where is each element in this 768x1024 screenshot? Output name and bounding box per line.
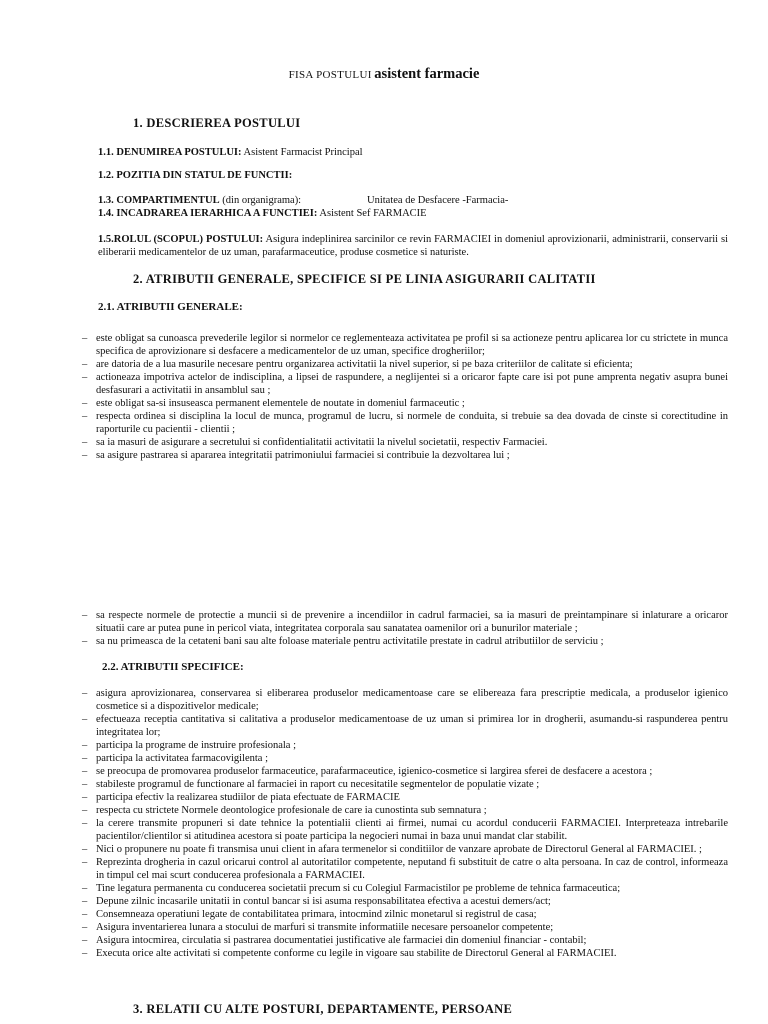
title-prefix: FISA POSTULUI xyxy=(288,69,372,81)
list-item: – Consemneaza operatiuni legate de contabilitatea primara, intocmind zilnic monetarul si registrul de casa; xyxy=(82,908,728,921)
list-item: – Nici o propunere nu poate fi transmisa unui client in afara termenelor si conditiilor de vanzare aprobate de Directorul General al FARMACIEI. ; xyxy=(82,843,728,856)
field-position xyxy=(98,169,728,182)
field-job-title-label: 1.1. DENUMIREA POSTULUI: xyxy=(98,147,242,158)
list-item: – respecta ordinea si disciplina la locul de munca, programul de lucru, si normele de conduita, si trebuie sa dea dovada de cinste si corectitudine in raporturile cu pacientii - clientii ; xyxy=(82,410,728,436)
field-role-value: Asigura indeplinirea sarcinilor ce revin FARMACIEI in domeniul aprovizionarii, administrarii, conservarii si eliberarii medicamentelor de uz uman, parafarmaceutice, produse cosmetice si naturiste. xyxy=(98,234,729,258)
subsection-specific-heading: 2.2. ATRIBUTII SPECIFICE: xyxy=(102,661,244,673)
document-title xyxy=(0,68,768,82)
list-item: – la cerere transmite propuneri si date tehnice la potentialii clienti ai firmei, numai cu acordul conducerii FARMACIEI. Interpreteaza intrebarile pacientilor/clientilor si atitudinea acestora si poate participa la negocieri numai in baza unui mandat clar stabilit. xyxy=(82,817,728,843)
list-item: – Asigura inventarierea lunara a stocului de marfuri si transmite informatiile necesare persoanelor competente; xyxy=(82,921,728,934)
list-item: – participa efectiv la realizarea studiilor de piata efectuate de FARMACIE xyxy=(82,791,728,804)
field-hierarchy-label: 1.4. INCADRAREA IERARHICA A FUNCTIEI: xyxy=(98,208,318,219)
field-department-note: (din organigrama): xyxy=(219,195,302,206)
list-item: – are datoria de a lua masurile necesare pentru organizarea activitatii la nivel superior, si pe baza criteriilor de calitate si eficienta; xyxy=(82,358,728,371)
list-item: – asigura aprovizionarea, conservarea si eliberarea produselor medicamentoase care se elibereaza fara prescriptie medicala, a produselor igienico cosmetice si a dispozitivelor medicale; xyxy=(82,687,728,713)
list-item: – este obligat sa-si insuseasca permanent elementele de noutate in domeniul farmaceutic ; xyxy=(82,397,728,410)
section-1-heading: 1. DESCRIEREA POSTULUI xyxy=(133,116,301,130)
list-item: – Depune zilnic incasarile unitatii in contul bancar si isi asuma responsabilitatea efectiva a acestui demers/act; xyxy=(82,895,728,908)
list-item: – sa nu primeasca de la cetateni bani sau alte foloase materiale pentru activitatile prestate in cadrul atributiilor de serviciu ; xyxy=(82,635,728,648)
field-position-label: 1.2. POZITIA DIN STATUL DE FUNCTII: xyxy=(98,170,293,181)
list-item: – este obligat sa cunoasca prevederile legilor si normelor ce reglementeaza activitatea pe profil si sa actioneze pentru aplicarea lor cu strictete in munca specifica de aprovizionare si desfacere a medicamentelor de uz uman, specifice drogheriilor; xyxy=(82,332,728,358)
field-role xyxy=(98,233,728,259)
field-department-label: 1.3. COMPARTIMENTUL xyxy=(98,195,220,206)
list-item: – efectueaza receptia cantitativa si calitativa a produselor medicamentoase de uz uman si primirea lor in drogherii, asumandu-si raspunderea pentru integritatea lor; xyxy=(82,713,728,739)
title-main: asistent farmacie xyxy=(374,66,480,82)
general-duties-list-b xyxy=(82,609,728,648)
subsection-general-heading: 2.1. ATRIBUTII GENERALE: xyxy=(98,301,243,313)
list-item: – actioneaza impotriva actelor de indisciplina, a lipsei de raspundere, a neglijentei si a oricaror fapte care isi pot pune amprenta negativ asupra bunei desfasurari a activitatii in ansamblul sau ; xyxy=(82,371,728,397)
list-item: – respecta cu strictete Normele deontologice profesionale de care ia cunostinta sub semnatura ; xyxy=(82,804,728,817)
field-hierarchy xyxy=(98,207,728,220)
list-item: – Asigura intocmirea, circulatia si pastrarea documentatiei justificative ale farmaciei din domeniul financiar - contabil; xyxy=(82,934,728,947)
list-item: – participa la programe de instruire profesionala ; xyxy=(82,739,728,752)
field-department-value: Unitatea de Desfacere -Farmacia- xyxy=(367,195,509,206)
field-hierarchy-value: Asistent Sef FARMACIE xyxy=(317,208,427,219)
field-job-title-value: Asistent Farmacist Principal xyxy=(241,147,363,158)
list-item: – Reprezinta drogheria in cazul oricarui control al autoritatilor competente, neputand fi substituit de catre o alta persoana. In caz de control, informeaza in timpul cel mai scurt conducerea profesionala a FARMACIEI. xyxy=(82,856,728,882)
list-item: – sa asigure pastrarea si apararea integritatii patrimoniului farmaciei si contribuie la dezvoltarea lui ; xyxy=(82,449,728,462)
list-item: – Tine legatura permanenta cu conducerea societatii precum si cu Colegiul Farmacistilor pe probleme de tehnica farmaceutica; xyxy=(82,882,728,895)
field-job-title xyxy=(98,146,728,159)
section-2-heading: 2. ATRIBUTII GENERALE, SPECIFICE SI PE LINIA ASIGURARII CALITATII xyxy=(133,272,596,286)
list-item: – se preocupa de promovarea produselor farmaceutice, parafarmaceutice, igienico-cosmetice si largirea sferei de desfacere a acestora ; xyxy=(82,765,728,778)
specific-duties-list xyxy=(82,687,728,960)
general-duties-list-a xyxy=(82,332,728,462)
field-department xyxy=(98,194,728,207)
field-role-label: 1.5.ROLUL (SCOPUL) POSTULUI: xyxy=(98,234,264,245)
list-item: – sa ia masuri de asigurare a secretului si confidentialitatii activitatii la nivelul societatii, respectiv Farmaciei. xyxy=(82,436,728,449)
section-3-heading: 3. RELATII CU ALTE POSTURI, DEPARTAMENTE, PERSOANE xyxy=(133,1002,513,1016)
list-item: – sa respecte normele de protectie a muncii si de prevenire a incendiilor in cadrul farmaciei, sa ia masuri de preintampinare si inlaturare a oricaror situatii care ar putea pune in pericol viata, integritatea corporala sau sanatatea oamenilor ori a bunurilor materiale ; xyxy=(82,609,728,635)
list-item: – stabileste programul de functionare al farmaciei in raport cu necesitatile segmentelor de populatie vizate ; xyxy=(82,778,728,791)
list-item: – Executa orice alte activitati si competente conforme cu legile in vigoare sau stabilite de Directorul General al FARMACIEI. xyxy=(82,947,728,960)
list-item: – participa la activitatea farmacovigilenta ; xyxy=(82,752,728,765)
